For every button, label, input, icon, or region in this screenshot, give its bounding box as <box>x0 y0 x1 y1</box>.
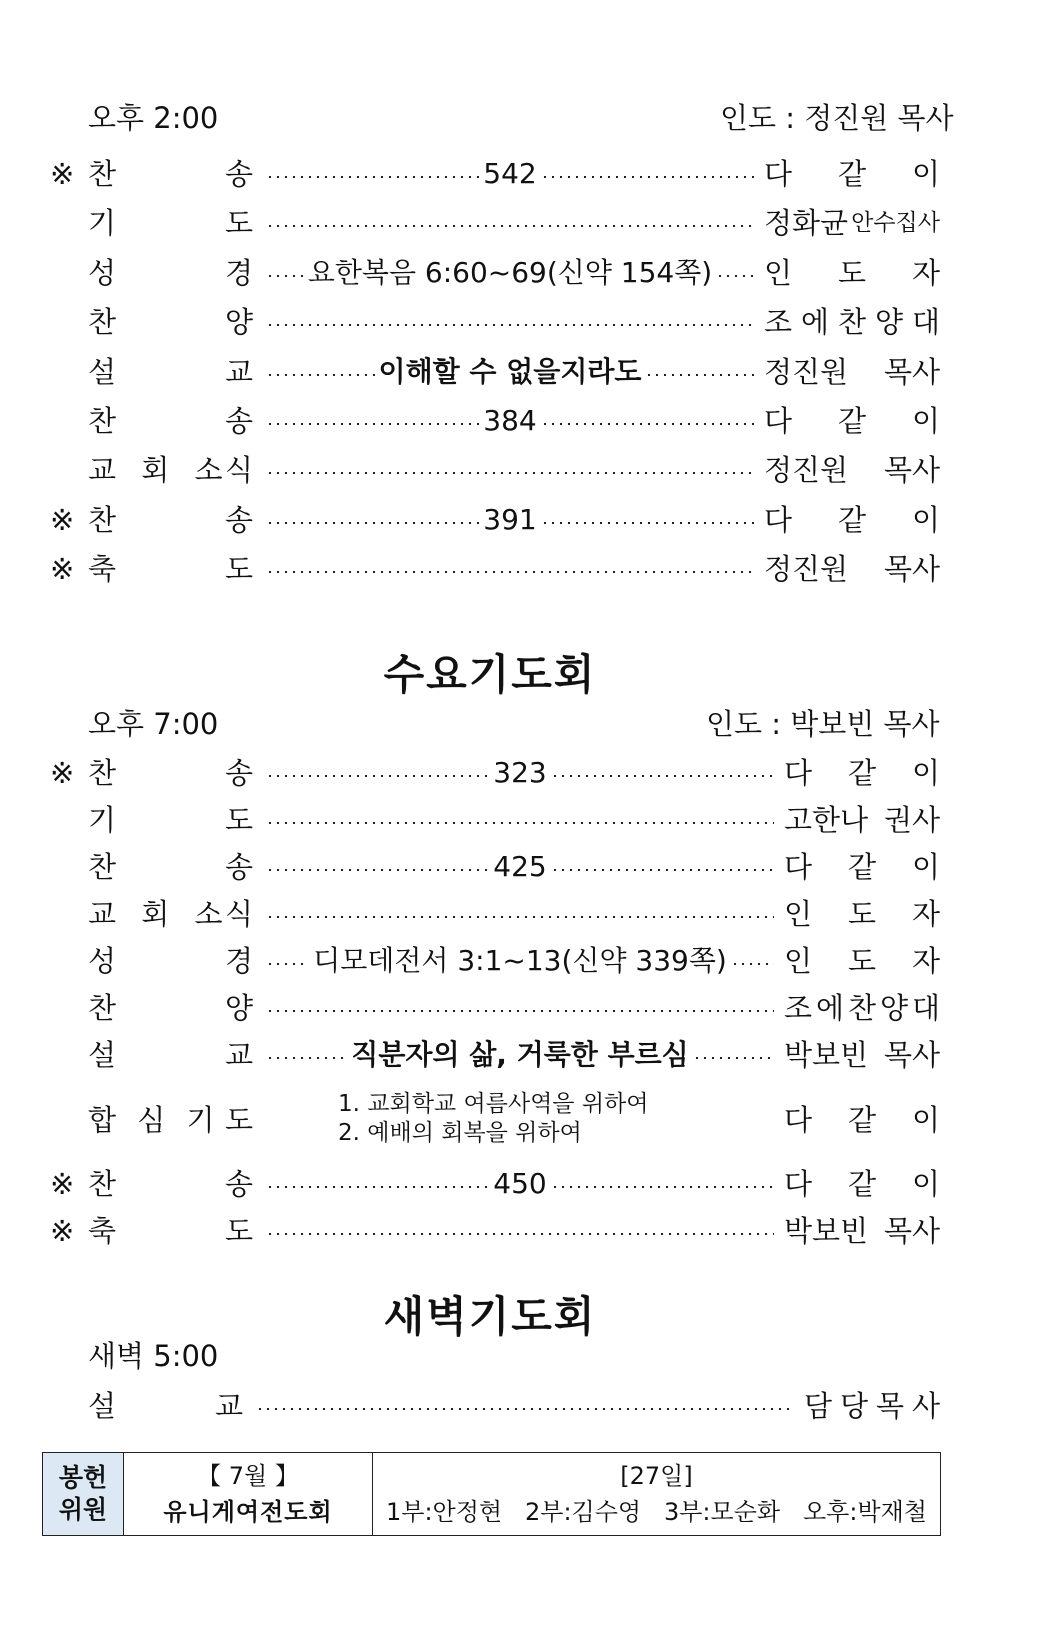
service-item-responsible <box>764 350 940 394</box>
wednesday-leader: 인도 : 박보빈 목사 <box>706 707 940 741</box>
service-item-row <box>0 751 1064 795</box>
standing-mark: ※ <box>50 1167 75 1201</box>
responsible-word: 권사 <box>883 803 940 837</box>
responsible-word: 같 <box>837 157 866 191</box>
service-item-label-end: 도 <box>225 1214 254 1248</box>
service-item-row <box>0 798 1064 842</box>
service-item-label-end: 교 <box>225 1038 254 1072</box>
service-item-detail: 425 <box>493 850 547 883</box>
responsible-word: 담 <box>804 1389 833 1423</box>
responsible-word: 정진원 <box>764 354 849 389</box>
service-item-label: 성 <box>88 944 117 978</box>
responsible-word: 다 <box>784 756 813 790</box>
service-item-responsible <box>784 939 940 983</box>
offering-label-line2: 위원 <box>58 1495 108 1524</box>
service-item-responsible <box>764 399 940 443</box>
responsible-word: 인 <box>784 944 813 978</box>
service-item-row <box>0 547 1064 591</box>
responsible-word: 사 <box>911 1389 940 1423</box>
responsible-word: 인 <box>784 897 813 931</box>
responsible-word: 목사 <box>883 453 940 488</box>
responsible-word: 도 <box>837 255 866 290</box>
responsible-word: 다 <box>764 157 793 191</box>
standing-mark: ※ <box>50 1214 75 1248</box>
responsible-word: 이 <box>911 1103 940 1137</box>
dawn-sermon-row <box>0 1384 1064 1428</box>
responsible-word: 자 <box>911 944 940 978</box>
responsible-word: 에 <box>815 991 844 1025</box>
service-item-responsible <box>764 201 940 245</box>
responsible-word: 목사 <box>883 1214 940 1248</box>
service-item-detail: 디모데전서 3:1~13(신약 339쪽) <box>313 944 727 977</box>
prayer-label-end: 도 <box>225 1103 254 1137</box>
prayer-label: 합 심 기 <box>88 1103 221 1137</box>
service-item-label: 찬 <box>88 305 117 340</box>
service-item-responsible <box>764 300 940 344</box>
responsible-word: 같 <box>837 404 866 438</box>
service-item-label-end: 송 <box>225 756 254 790</box>
offering-date: [27일] <box>620 1462 693 1490</box>
responsible-word: 에 <box>800 305 829 340</box>
standing-mark: ※ <box>50 157 75 191</box>
dawn-time: 새벽 5:00 <box>88 1339 219 1373</box>
responsible-word: 찬 <box>837 305 866 340</box>
offering-committee-table <box>42 1452 941 1536</box>
service-item-label: 축 <box>88 552 117 587</box>
afternoon-time: 오후 2:00 <box>88 101 219 135</box>
dot-leader <box>262 399 758 443</box>
service-item-label: 기 <box>88 206 117 241</box>
offering-label <box>43 1453 124 1536</box>
service-item-label-end: 송 <box>225 404 254 438</box>
dot-leader <box>252 1384 798 1428</box>
dawn-title: 새벽기도회 <box>383 1292 597 1341</box>
standing-mark: ※ <box>50 756 75 790</box>
service-item-label: 찬 <box>88 850 117 884</box>
service-item-row <box>0 986 1064 1030</box>
offering-month-cell <box>124 1453 373 1536</box>
service-item-responsible <box>764 547 940 591</box>
responsible-word: 양 <box>879 991 908 1025</box>
responsible-word: 다 <box>784 1167 813 1201</box>
responsible-word: 도 <box>847 897 876 931</box>
responsible-word: 정진원 <box>764 552 849 587</box>
responsible-word: 이 <box>911 756 940 790</box>
service-item-label-end: 송 <box>225 157 254 191</box>
dawn-item-label-end: 교 <box>215 1389 244 1423</box>
standing-mark: ※ <box>50 502 75 537</box>
service-item-responsible <box>784 986 940 1030</box>
responsible-word: 이 <box>911 850 940 884</box>
service-item-label-end: 도 <box>225 803 254 837</box>
dot-leader <box>262 448 758 492</box>
service-item-row <box>0 152 1064 196</box>
responsible-word: 다 <box>764 404 793 438</box>
responsible-word: 정화균 <box>764 206 849 241</box>
responsible-word: 자 <box>911 255 940 290</box>
responsible-word: 이 <box>911 157 940 191</box>
service-item-detail: 542 <box>483 157 537 190</box>
service-item-row <box>0 1209 1064 1253</box>
responsible-word: 이 <box>911 404 940 438</box>
service-item-label: 설 <box>88 1038 117 1072</box>
responsible-word: 같 <box>847 756 876 790</box>
responsible-word: 다 <box>784 1103 813 1137</box>
service-item-label: 축 <box>88 1214 117 1248</box>
responsible-word: 목 <box>875 1389 904 1423</box>
service-item-label-end: 양 <box>225 305 254 340</box>
responsible-word: 박보빈 <box>784 1038 869 1072</box>
responsible-word: 찬 <box>847 991 876 1025</box>
service-item-label: 찬 <box>88 756 117 790</box>
prayer-responsible <box>784 1098 940 1142</box>
service-item-row <box>0 300 1064 344</box>
dot-leader <box>262 845 778 889</box>
service-item-row <box>0 448 1064 492</box>
responsible-word: 다 <box>764 502 793 537</box>
service-item-label: 찬 <box>88 502 117 537</box>
service-item-detail: 323 <box>493 756 547 789</box>
responsible-word: 대 <box>911 991 940 1025</box>
service-item-responsible <box>784 798 940 842</box>
responsible-word: 인 <box>764 255 793 290</box>
responsible-word: 이 <box>911 502 940 537</box>
service-item-responsible <box>784 1209 940 1253</box>
responsible-word: 고한나 <box>784 803 869 837</box>
offering-label-line1: 봉헌 <box>58 1463 108 1492</box>
service-item-row <box>0 251 1064 295</box>
service-item-label-end: 경 <box>225 255 254 290</box>
service-item-label-end: 송 <box>225 1167 254 1201</box>
service-item-responsible <box>784 751 940 795</box>
service-item-label: 찬 <box>88 991 117 1025</box>
service-item-row <box>0 201 1064 245</box>
offering-month: 【 7월 】 <box>197 1462 299 1490</box>
responsible-word: 같 <box>847 1103 876 1137</box>
responsible-word: 자 <box>911 897 940 931</box>
responsible-word: 대 <box>911 305 940 340</box>
responsible-word: 같 <box>837 502 866 537</box>
service-item-row <box>0 399 1064 443</box>
service-item-row <box>0 1033 1064 1077</box>
service-item-row <box>0 1162 1064 1206</box>
service-item-detail: 450 <box>493 1167 547 1200</box>
service-item-detail: 직분자의 삶, 거룩한 부르심 <box>351 1038 689 1071</box>
dot-leader <box>262 350 758 394</box>
service-item-label-end: 도 <box>225 552 254 587</box>
dot-leader <box>262 201 758 245</box>
prayer-item-2: 2. 예배의 회복을 위하여 <box>338 1120 582 1146</box>
service-item-row <box>0 845 1064 889</box>
dawn-item-label: 설 <box>88 1389 117 1423</box>
service-item-responsible <box>784 845 940 889</box>
responsible-word: 양 <box>874 305 903 340</box>
service-item-detail: 384 <box>483 404 537 437</box>
wednesday-time: 오후 7:00 <box>88 707 219 741</box>
responsible-word: 정진원 <box>764 453 849 488</box>
prayer-item-1: 1. 교회학교 여름사역을 위하여 <box>338 1091 649 1117</box>
service-item-row <box>0 939 1064 983</box>
service-item-row <box>0 892 1064 936</box>
service-item-label: 교 회 소 <box>88 897 231 931</box>
service-item-responsible <box>764 152 940 196</box>
prayer-items <box>338 1090 649 1148</box>
responsible-word: 박보빈 <box>784 1214 869 1248</box>
service-item-detail: 요한복음 6:60~69(신약 154쪽) <box>307 255 713 289</box>
dot-leader <box>262 300 758 344</box>
dot-leader <box>262 986 778 1030</box>
dot-leader <box>262 892 778 936</box>
responsible-word: 당 <box>839 1389 868 1423</box>
dot-leader <box>262 939 778 983</box>
responsible-word: 같 <box>847 1167 876 1201</box>
service-item-detail: 이해할 수 없을지라도 <box>378 354 642 388</box>
service-item-label-end: 식 <box>225 897 254 931</box>
service-item-label-end: 식 <box>225 453 254 488</box>
responsible-word: 목사 <box>883 354 940 389</box>
dot-leader <box>262 798 778 842</box>
service-item-label: 성 <box>88 255 117 290</box>
responsible-word: 같 <box>847 850 876 884</box>
dot-leader <box>262 1033 778 1077</box>
responsible-word: 다 <box>784 850 813 884</box>
service-item-row <box>0 350 1064 394</box>
service-item-label: 기 <box>88 803 117 837</box>
service-item-label: 교 회 소 <box>88 453 231 488</box>
service-item-label: 찬 <box>88 1167 117 1201</box>
responsible-word: 조 <box>784 991 813 1025</box>
dot-leader <box>262 498 758 542</box>
service-item-responsible <box>764 448 940 492</box>
offering-group: 유니게여전도회 <box>163 1498 333 1526</box>
dot-leader <box>262 251 758 295</box>
offering-schedule-cell <box>373 1453 941 1536</box>
dot-leader <box>262 547 758 591</box>
service-item-label: 설 <box>88 354 117 389</box>
service-item-label-end: 도 <box>225 206 254 241</box>
service-item-label: 찬 <box>88 404 117 438</box>
service-item-label-end: 양 <box>225 991 254 1025</box>
offering-schedule: 1부:안정현 2부:김수영 3부:모순화 오후:박재철 <box>386 1498 927 1526</box>
responsible-word: 도 <box>847 944 876 978</box>
service-item-label: 찬 <box>88 157 117 191</box>
responsible-word: 조 <box>764 305 793 340</box>
service-item-label-end: 송 <box>225 502 254 537</box>
service-item-row <box>0 498 1064 542</box>
afternoon-leader: 인도 : 정진원 목사 <box>720 101 954 135</box>
service-item-responsible <box>764 251 940 295</box>
dot-leader <box>262 1162 778 1206</box>
service-item-responsible <box>764 498 940 542</box>
responsible-word: 목사 <box>883 552 940 587</box>
dawn-responsible <box>804 1384 940 1428</box>
standing-mark: ※ <box>50 552 75 587</box>
wednesday-title: 수요기도회 <box>383 650 597 699</box>
service-item-responsible <box>784 892 940 936</box>
dot-leader <box>262 152 758 196</box>
service-item-label-end: 경 <box>225 944 254 978</box>
responsible-word: 목사 <box>883 1038 940 1072</box>
responsible-word: 안수집사 <box>851 210 940 237</box>
service-item-label-end: 교 <box>225 354 254 389</box>
dot-leader <box>262 1209 778 1253</box>
service-item-label-end: 송 <box>225 850 254 884</box>
service-item-responsible <box>784 1162 940 1206</box>
service-item-detail: 391 <box>483 502 537 536</box>
responsible-word: 이 <box>911 1167 940 1201</box>
dot-leader <box>262 751 778 795</box>
service-item-responsible <box>784 1033 940 1077</box>
